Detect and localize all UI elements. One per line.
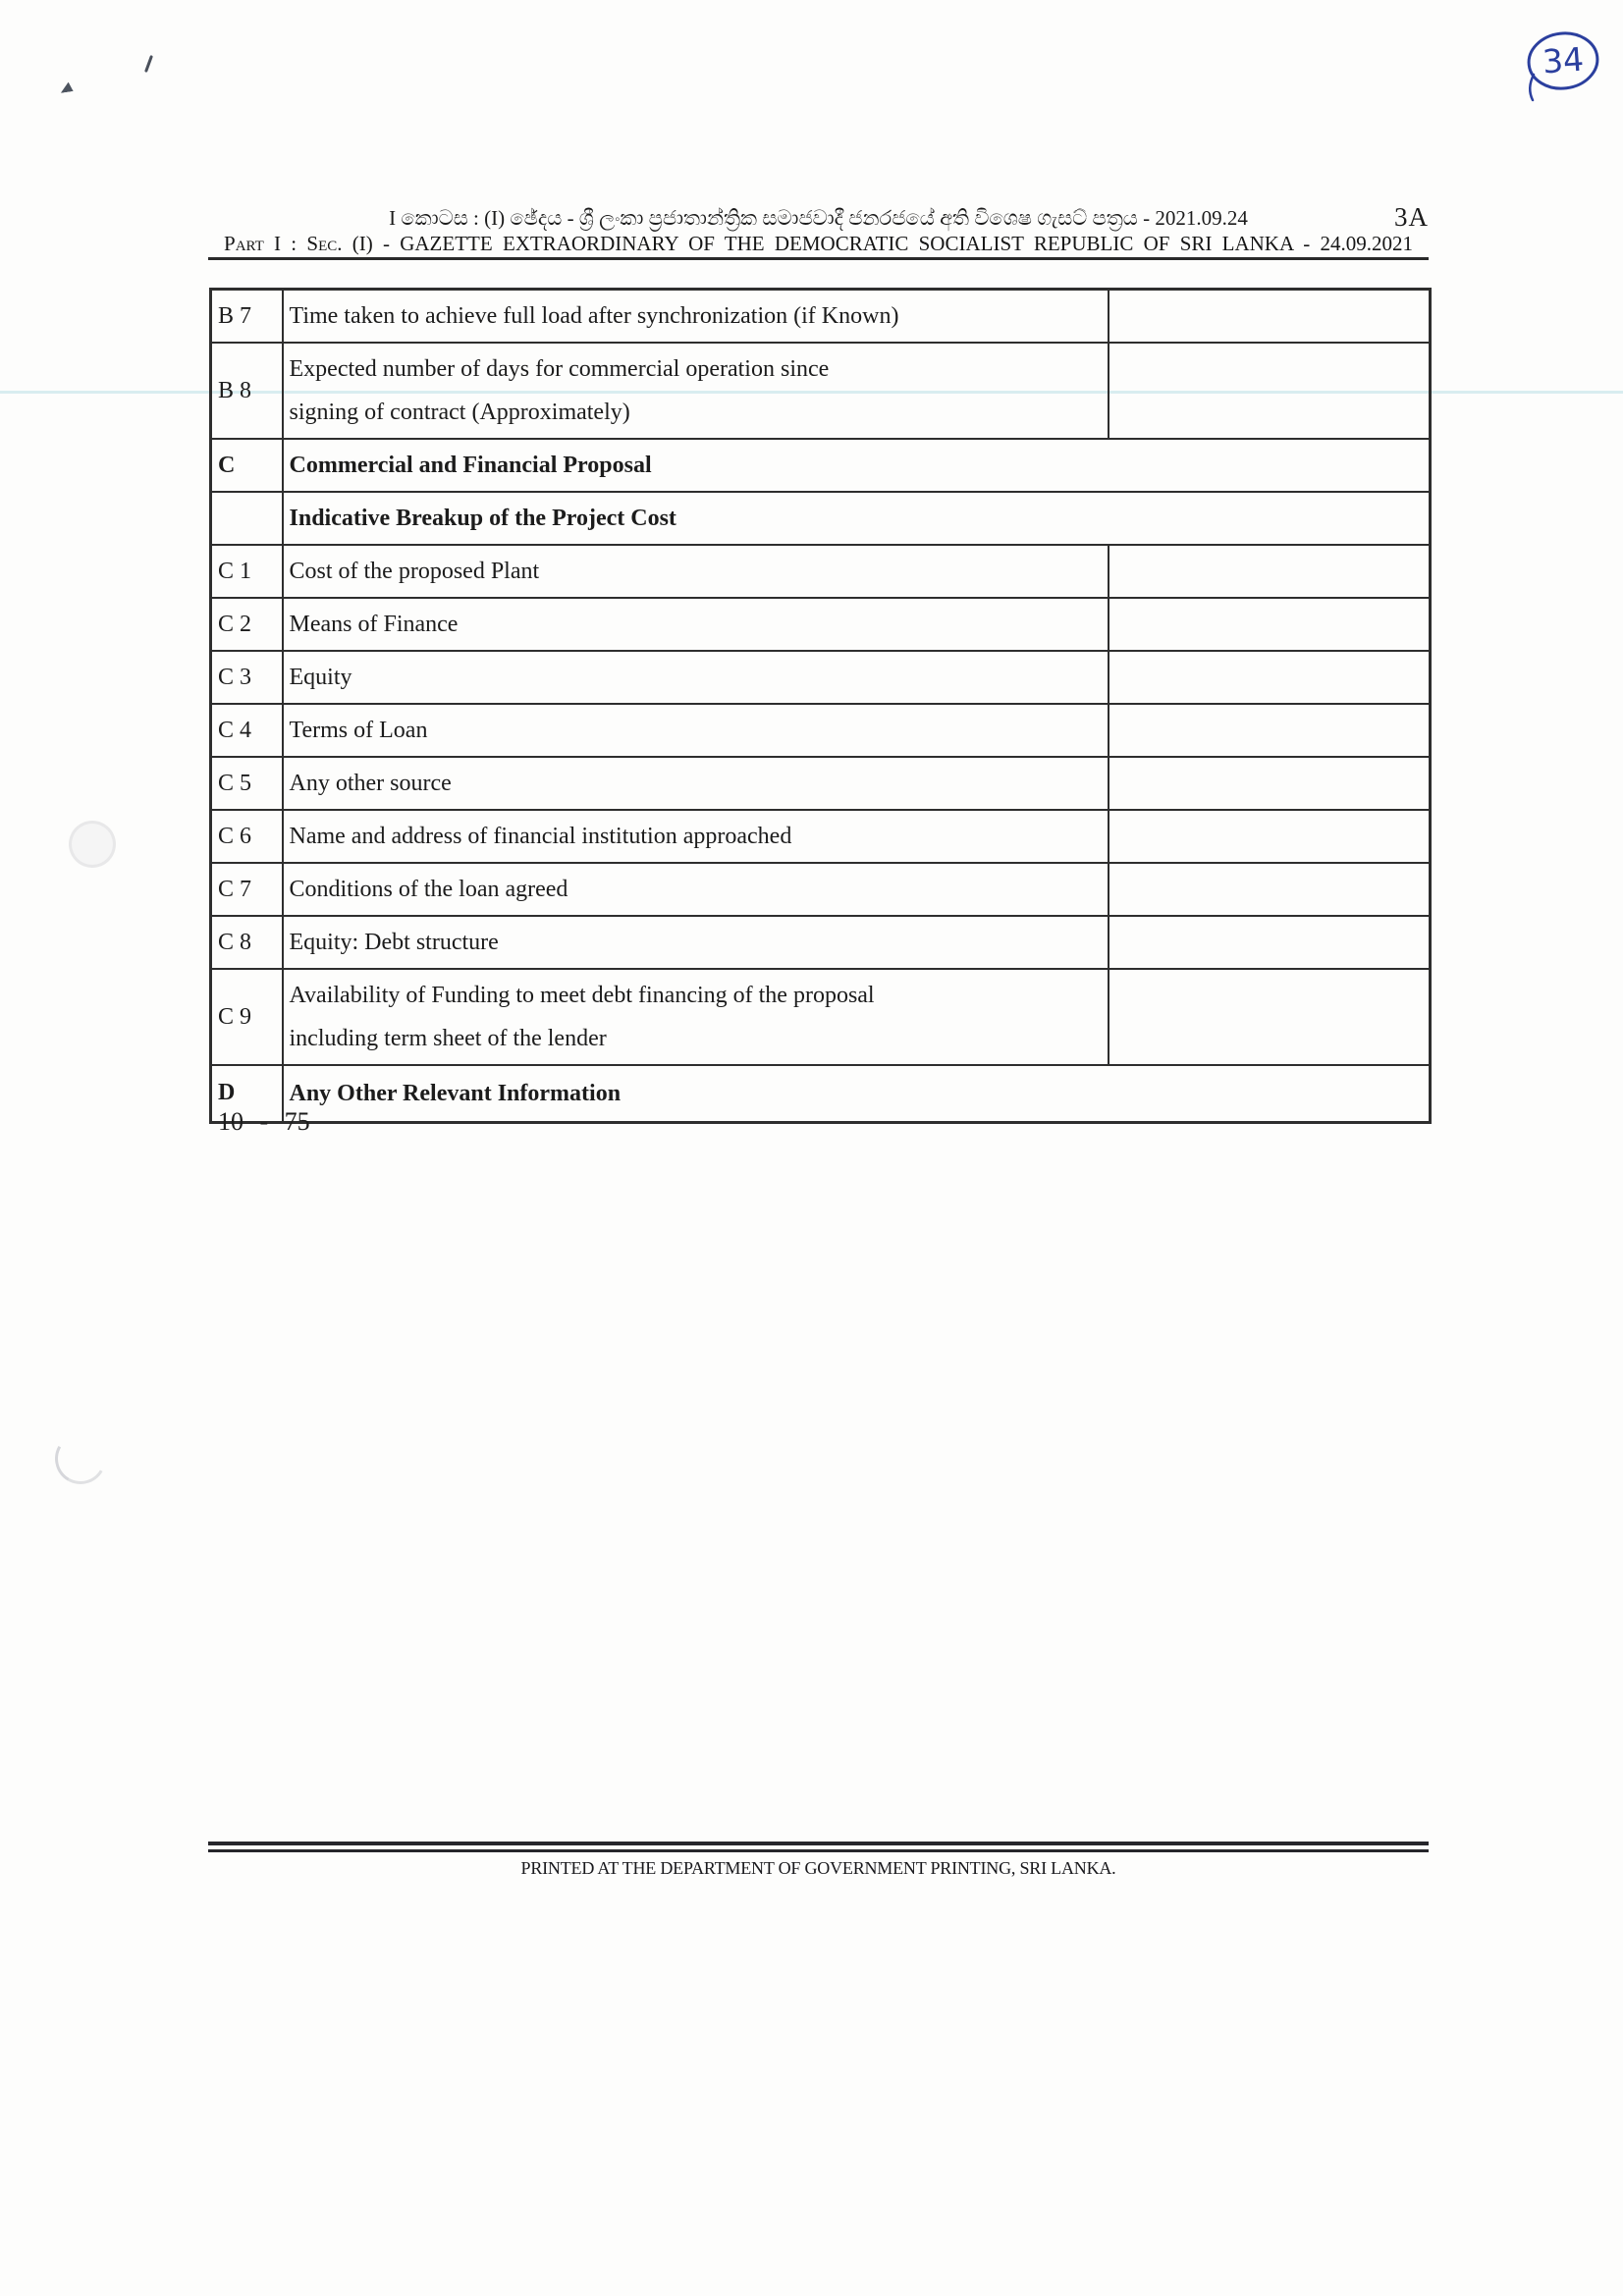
value-cell (1109, 598, 1431, 651)
header-sinhala-line: I කොටස : (I) ඡේදය - ශ්‍රී ලංකා ප්‍රජාතාන්ත්‍රික සමාජවාදී ජනරජයේ අති විශෙෂ ගැසට් පත්‍රය - 2021.09.24 (389, 206, 1248, 230)
row-description (283, 757, 1109, 810)
row-label: C 2 (211, 598, 283, 651)
table-row (211, 916, 1431, 969)
row-label (211, 492, 283, 545)
table-row (211, 343, 1431, 439)
row-description-line: Time taken to achieve full load after synchronization (if Known) (289, 303, 899, 329)
ink-circle-icon (1517, 20, 1611, 110)
row-description (283, 343, 1109, 439)
row-description-line: Commercial and Financial Proposal (289, 453, 652, 478)
footer-rule (208, 1849, 1429, 1852)
row-label: C 5 (211, 757, 283, 810)
row-description (283, 651, 1109, 704)
value-cell (1109, 969, 1431, 1065)
row-label: C 9 (211, 969, 283, 1065)
table-row (211, 651, 1431, 704)
row-description-line: Equity: Debt structure (289, 930, 499, 955)
value-cell (1109, 863, 1431, 916)
row-description-line: Equity (289, 665, 352, 690)
row-description-line: Conditions of the loan agreed (289, 877, 568, 902)
handwritten-page-badge (1517, 20, 1611, 110)
value-cell (1109, 545, 1431, 598)
header-english-prefix: Part I : Sec. (I) - (224, 232, 390, 255)
row-label: C 7 (211, 863, 283, 916)
table-row (211, 598, 1431, 651)
value-cell (1109, 704, 1431, 757)
row-description-line: Name and address of financial institution approached (289, 824, 792, 849)
handwritten-number: 34 (1541, 39, 1586, 81)
row-description-line: Availability of Funding to meet debt financing of the proposal (289, 983, 875, 1008)
table-row (211, 492, 1431, 545)
value-cell (1109, 916, 1431, 969)
row-description (283, 969, 1109, 1065)
table-row (211, 810, 1431, 863)
row-description-line: signing of contract (Approximately) (289, 400, 630, 425)
header-english-line (208, 232, 1429, 257)
table-row (211, 969, 1431, 1065)
value-cell (1109, 343, 1431, 439)
table-row (211, 757, 1431, 810)
row-description-line: Any Other Relevant Information (289, 1080, 622, 1106)
row-label: B 7 (211, 290, 283, 344)
row-description-line: including term sheet of the lender (289, 1026, 607, 1051)
row-description (283, 545, 1109, 598)
row-description (283, 916, 1109, 969)
table-row (211, 704, 1431, 757)
row-label: B 8 (211, 343, 283, 439)
table-row (211, 1065, 1431, 1122)
value-cell (1109, 290, 1431, 344)
pen-mark-icon (59, 81, 73, 93)
gazette-form-table (209, 288, 1429, 1124)
row-description (283, 810, 1109, 863)
row-description-line: Any other source (289, 771, 452, 796)
form-reference-number: 10 - 75 (218, 1107, 310, 1136)
table-row (211, 545, 1431, 598)
row-description (283, 598, 1109, 651)
row-description-line: Indicative Breakup of the Project Cost (289, 506, 676, 531)
header-english-rest: GAZETTE EXTRAORDINARY OF THE DEMOCRATIC SOCIALIST REPUBLIC OF SRI LANKA - 24.09.2021 (400, 232, 1413, 255)
row-description-line: Means of Finance (289, 612, 459, 637)
header-rule (208, 257, 1429, 260)
row-label: C 8 (211, 916, 283, 969)
printed-note: PRINTED AT THE DEPARTMENT OF GOVERNMENT PRINTING, SRI LANKA. (520, 1858, 1116, 1878)
value-cell (1109, 651, 1431, 704)
row-description (283, 1065, 1431, 1122)
row-description (283, 290, 1109, 344)
pen-mark-icon (144, 55, 153, 73)
row-description-line: Terms of Loan (289, 718, 428, 743)
row-description-line: Expected number of days for commercial operation since (289, 356, 830, 382)
row-description (283, 704, 1109, 757)
punch-hole-mark (69, 821, 116, 868)
value-cell (1109, 757, 1431, 810)
row-label: D (211, 1065, 283, 1122)
row-description (283, 863, 1109, 916)
page-number-label: 3A (1394, 202, 1429, 232)
punch-hole-mark (49, 1427, 112, 1490)
gazette-table-body (211, 290, 1431, 1123)
value-cell (1109, 810, 1431, 863)
row-description (283, 492, 1431, 545)
row-description (283, 439, 1431, 492)
table-row (211, 290, 1431, 344)
row-label: C 3 (211, 651, 283, 704)
row-description-line: Cost of the proposed Plant (289, 559, 540, 584)
row-label: C 1 (211, 545, 283, 598)
table-row (211, 863, 1431, 916)
row-label: C (211, 439, 283, 492)
gazette-table (209, 288, 1432, 1124)
row-label: C 4 (211, 704, 283, 757)
table-row (211, 439, 1431, 492)
row-label: C 6 (211, 810, 283, 863)
footer-rule (208, 1842, 1429, 1845)
